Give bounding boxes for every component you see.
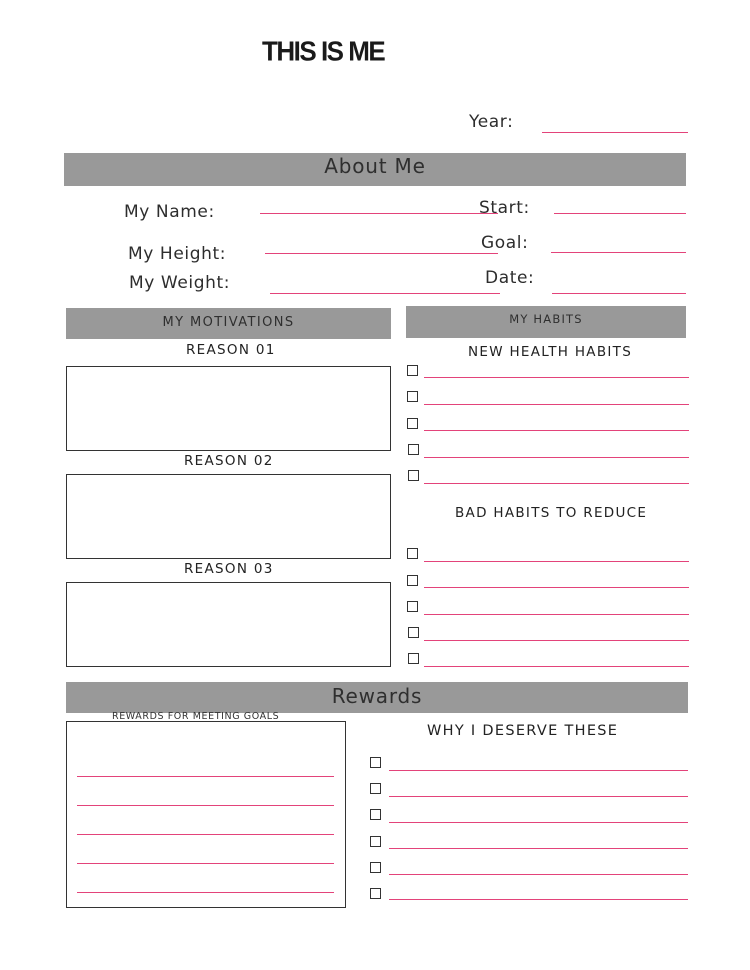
bad-habit-checkbox[interactable] — [407, 601, 418, 612]
bad-habit-checkbox[interactable] — [408, 627, 419, 638]
about-me-heading: About Me — [324, 154, 426, 178]
deserve-line[interactable] — [389, 848, 688, 849]
new-habits-heading: NEW HEALTH HABITS — [468, 344, 633, 360]
why-deserve-heading: WHY I DESERVE THESE — [427, 723, 619, 739]
bad-habit-line[interactable] — [424, 561, 689, 562]
deserve-checkbox[interactable] — [370, 836, 381, 847]
new-habit-line[interactable] — [424, 404, 689, 405]
new-habit-line[interactable] — [424, 430, 689, 431]
bad-habits-heading: BAD HABITS TO REDUCE — [455, 505, 648, 521]
reason-03-box[interactable] — [66, 582, 391, 667]
new-habit-line[interactable] — [424, 457, 689, 458]
new-habit-checkbox[interactable] — [407, 418, 418, 429]
goal-field[interactable] — [551, 252, 686, 253]
reason-01-label: REASON 01 — [186, 342, 276, 358]
start-label: Start: — [479, 198, 530, 218]
deserve-line[interactable] — [389, 874, 688, 875]
reason-02-label: REASON 02 — [184, 453, 274, 469]
habits-header — [406, 306, 686, 338]
year-field[interactable] — [542, 132, 688, 133]
reward-line[interactable] — [77, 834, 334, 835]
new-habit-checkbox[interactable] — [408, 444, 419, 455]
new-habit-checkbox[interactable] — [407, 365, 418, 376]
rewards-header — [66, 682, 688, 713]
deserve-checkbox[interactable] — [370, 783, 381, 794]
year-label: Year: — [469, 112, 514, 132]
new-habit-checkbox[interactable] — [408, 470, 419, 481]
height-field[interactable] — [265, 253, 498, 254]
name-field[interactable] — [260, 213, 498, 214]
weight-field[interactable] — [270, 293, 500, 294]
habits-heading: MY HABITS — [509, 312, 583, 326]
date-field[interactable] — [552, 293, 686, 294]
date-label: Date: — [485, 268, 535, 288]
motivations-heading: MY MOTIVATIONS — [162, 315, 295, 330]
bad-habit-line[interactable] — [424, 640, 689, 641]
new-habit-line[interactable] — [424, 483, 689, 484]
rewards-heading: Rewards — [331, 684, 423, 708]
start-field[interactable] — [554, 213, 686, 214]
deserve-checkbox[interactable] — [370, 862, 381, 873]
reason-03-label: REASON 03 — [184, 561, 274, 577]
height-label: My Height: — [128, 244, 227, 264]
rewards-goals-label: REWARDS FOR MEETING GOALS — [112, 711, 280, 722]
weight-label: My Weight: — [129, 273, 231, 293]
bad-habit-checkbox[interactable] — [407, 548, 418, 559]
name-label: My Name: — [124, 202, 215, 222]
reward-line[interactable] — [77, 892, 334, 893]
new-habit-checkbox[interactable] — [407, 391, 418, 402]
bad-habit-checkbox[interactable] — [408, 653, 419, 664]
deserve-line[interactable] — [389, 822, 688, 823]
bad-habit-line[interactable] — [424, 614, 689, 615]
deserve-line[interactable] — [389, 770, 688, 771]
bad-habit-line[interactable] — [424, 587, 689, 588]
motivations-header — [66, 308, 391, 339]
page-title: THIS IS ME — [262, 35, 385, 67]
about-me-header — [64, 153, 686, 186]
reason-02-box[interactable] — [66, 474, 391, 559]
deserve-line[interactable] — [389, 899, 688, 900]
rewards-box[interactable] — [66, 721, 346, 908]
deserve-checkbox[interactable] — [370, 757, 381, 768]
new-habit-line[interactable] — [424, 377, 689, 378]
deserve-line[interactable] — [389, 796, 688, 797]
bad-habit-checkbox[interactable] — [407, 575, 418, 586]
deserve-checkbox[interactable] — [370, 888, 381, 899]
reason-01-box[interactable] — [66, 366, 391, 451]
bad-habit-line[interactable] — [424, 666, 689, 667]
reward-line[interactable] — [77, 863, 334, 864]
goal-label: Goal: — [481, 233, 529, 253]
deserve-checkbox[interactable] — [370, 809, 381, 820]
reward-line[interactable] — [77, 805, 334, 806]
reward-line[interactable] — [77, 776, 334, 777]
